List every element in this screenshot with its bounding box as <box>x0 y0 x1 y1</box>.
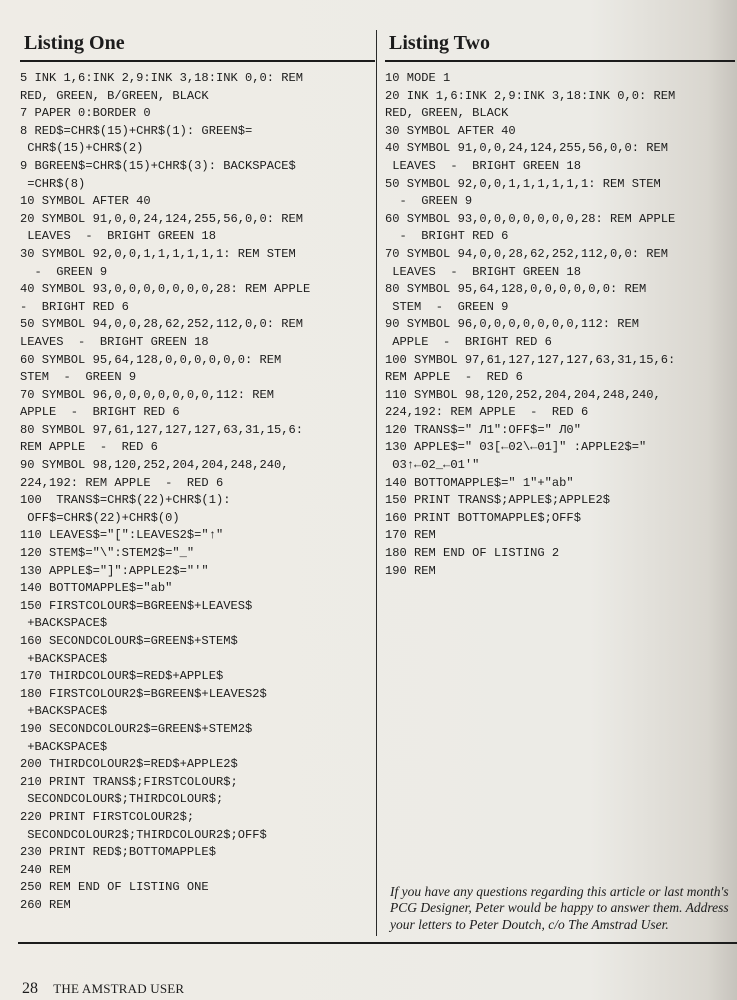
code-line: 150 PRINT TRANS$;APPLE$;APPLE2$ <box>385 493 610 508</box>
code-line: 100 TRANS$=CHR$(22)+CHR$(1): <box>20 493 231 508</box>
code-line: 30 SYMBOL 92,0,0,1,1,1,1,1,1: REM STEM <box>20 246 296 261</box>
code-line: 190 REM <box>385 563 436 578</box>
code-line: 220 PRINT FIRSTCOLOUR2$; <box>20 809 195 824</box>
code-line: - BRIGHT RED 6 <box>385 229 509 244</box>
code-line: 120 TRANS$=" Л1":OFF$=" Л0" <box>385 422 581 437</box>
listing-two-code <box>385 70 735 580</box>
code-line: 170 THIRDCOLOUR$=RED$+APPLE$ <box>20 669 224 684</box>
code-line: 140 BOTTOMAPPLE$="ab" <box>20 581 173 596</box>
code-line: 130 APPLE$=" Θ3[←Θ2\←Θ1]" :APPLE2$=" <box>385 440 647 455</box>
code-line: 20 SYMBOL 91,0,0,24,124,255,56,0,0: REM <box>20 211 304 226</box>
code-line: +BACKSPACE$ <box>20 651 108 666</box>
code-line: 80 SYMBOL 95,64,128,0,0,0,0,0,0: REM <box>385 282 647 297</box>
code-line: =CHR$(8) <box>20 176 86 191</box>
code-line: RED, GREEN, B/GREEN, BLACK <box>20 88 209 103</box>
code-line: 170 REM <box>385 528 436 543</box>
code-line: 40 SYMBOL 93,0,0,0,0,0,0,0,28: REM APPLE <box>20 282 311 297</box>
code-line: 10 MODE 1 <box>385 71 451 85</box>
code-line: 7 PAPER 0:BORDER 0 <box>20 106 151 121</box>
code-line: 250 REM END OF LISTING ONE <box>20 880 209 895</box>
code-line: RED, GREEN, BLACK <box>385 106 509 121</box>
footer-rule <box>18 942 737 944</box>
listing-two-column <box>385 28 735 580</box>
listing-one-title: Listing One <box>24 32 125 54</box>
code-line: REM APPLE - RED 6 <box>20 440 158 455</box>
code-line: 150 FIRSTCOLOUR$=BGREEN$+LEAVES$ <box>20 598 253 613</box>
magazine-name: THE AMSTRAD USER <box>53 981 185 996</box>
code-line: 110 SYMBOL 98,120,252,204,204,248,240, <box>385 387 661 402</box>
code-line: 80 SYMBOL 97,61,127,127,127,63,31,15,6: <box>20 422 304 437</box>
code-line: STEM - GREEN 9 <box>385 299 509 314</box>
code-line: REM APPLE - RED 6 <box>385 370 523 385</box>
code-line: SECONDCOLOUR$;THIRDCOLOUR$; <box>20 792 224 807</box>
code-line: LEAVES - BRIGHT GREEN 18 <box>20 229 216 244</box>
code-line: 160 PRINT BOTTOMAPPLE$;OFF$ <box>385 510 581 525</box>
code-line: 50 SYMBOL 94,0,0,28,62,252,112,0,0: REM <box>20 317 304 332</box>
code-line: 9 BGREEN$=CHR$(15)+CHR$(3): BACKSPACE$ <box>20 158 296 173</box>
code-line: 240 REM <box>20 862 71 877</box>
code-line: 70 SYMBOL 94,0,0,28,62,252,112,0,0: REM <box>385 246 669 261</box>
code-line: 60 SYMBOL 95,64,128,0,0,0,0,0,0: REM <box>20 352 282 367</box>
listing-two-title: Listing Two <box>389 32 490 54</box>
code-line: CHR$(15)+CHR$(2) <box>20 141 144 156</box>
code-line: +BACKSPACE$ <box>20 739 108 754</box>
code-line: +BACKSPACE$ <box>20 616 108 631</box>
code-line: STEM - GREEN 9 <box>20 370 137 385</box>
code-line: 50 SYMBOL 92,0,0,1,1,1,1,1,1: REM STEM <box>385 176 661 191</box>
code-line: 180 REM END OF LISTING 2 <box>385 546 560 561</box>
code-line: 130 APPLE$="]":APPLE2$="'" <box>20 563 209 578</box>
code-line: 210 PRINT TRANS$;FIRSTCOLOUR$; <box>20 774 238 789</box>
listing-one-code <box>20 70 375 915</box>
column-divider <box>376 30 377 936</box>
page-number: 28 <box>22 980 38 997</box>
code-line: 90 SYMBOL 98,120,252,204,204,248,240, <box>20 458 289 473</box>
code-line: 5 INK 1,6:INK 2,9:INK 3,18:INK 0,0: REM <box>20 71 304 85</box>
listing-one-column <box>20 28 375 915</box>
code-line: - GREEN 9 <box>385 194 473 209</box>
code-line: Θ3↑←Θ2_←Θ1'" <box>385 458 480 473</box>
code-line: LEAVES - BRIGHT GREEN 18 <box>385 158 581 173</box>
code-line: 230 PRINT RED$;BOTTOMAPPLE$ <box>20 845 216 860</box>
code-line: 190 SECONDCOLOUR2$=GREEN$+STEM2$ <box>20 721 253 736</box>
code-line: 70 SYMBOL 96,0,0,0,0,0,0,0,112: REM <box>20 387 275 402</box>
code-line: 90 SYMBOL 96,0,0,0,0,0,0,0,112: REM <box>385 317 640 332</box>
code-line: APPLE - BRIGHT RED 6 <box>385 334 552 349</box>
code-line: LEAVES - BRIGHT GREEN 18 <box>20 334 209 349</box>
code-line: 224,192: REM APPLE - RED 6 <box>20 475 224 490</box>
code-line: 140 BOTTOMAPPLE$=" 1"+"ab" <box>385 475 574 490</box>
code-line: 180 FIRSTCOLOUR2$=BGREEN$+LEAVES2$ <box>20 686 267 701</box>
code-line: 260 REM <box>20 897 71 912</box>
code-line: OFF$=CHR$(22)+CHR$(0) <box>20 510 180 525</box>
code-line: 40 SYMBOL 91,0,0,24,124,255,56,0,0: REM <box>385 141 669 156</box>
code-line: 200 THIRDCOLOUR2$=RED$+APPLE2$ <box>20 757 238 772</box>
code-line: 224,192: REM APPLE - RED 6 <box>385 405 589 420</box>
code-line: SECONDCOLOUR2$;THIRDCOLOUR2$;OFF$ <box>20 827 267 842</box>
code-line: 160 SECONDCOLOUR$=GREEN$+STEM$ <box>20 634 238 648</box>
code-line: 100 SYMBOL 97,61,127,127,127,63,31,15,6: <box>385 352 676 367</box>
code-line: 10 SYMBOL AFTER 40 <box>20 194 151 209</box>
code-line: +BACKSPACE$ <box>20 704 108 719</box>
code-line: APPLE - BRIGHT RED 6 <box>20 405 180 420</box>
reader-note: If you have any questions regarding this article or last month's PCG Designer, Peter would be happy to answer them. Address your letters to Peter Doutch, c/o The Amstrad User. <box>390 883 729 932</box>
code-line: 20 INK 1,6:INK 2,9:INK 3,18:INK 0,0: REM <box>385 88 676 103</box>
code-line: 30 SYMBOL AFTER 40 <box>385 123 516 138</box>
page-footer <box>22 980 184 998</box>
code-line: - BRIGHT RED 6 <box>20 299 129 314</box>
code-line: 8 RED$=CHR$(15)+CHR$(1): GREEN$= <box>20 123 253 138</box>
code-line: LEAVES - BRIGHT GREEN 18 <box>385 264 581 279</box>
code-line: 110 LEAVES$="[":LEAVES2$="↑" <box>20 528 224 543</box>
code-line: 120 STEM$="\":STEM2$="_" <box>20 546 195 561</box>
code-line: - GREEN 9 <box>20 264 108 279</box>
code-line: 60 SYMBOL 93,0,0,0,0,0,0,0,28: REM APPLE <box>385 211 676 226</box>
